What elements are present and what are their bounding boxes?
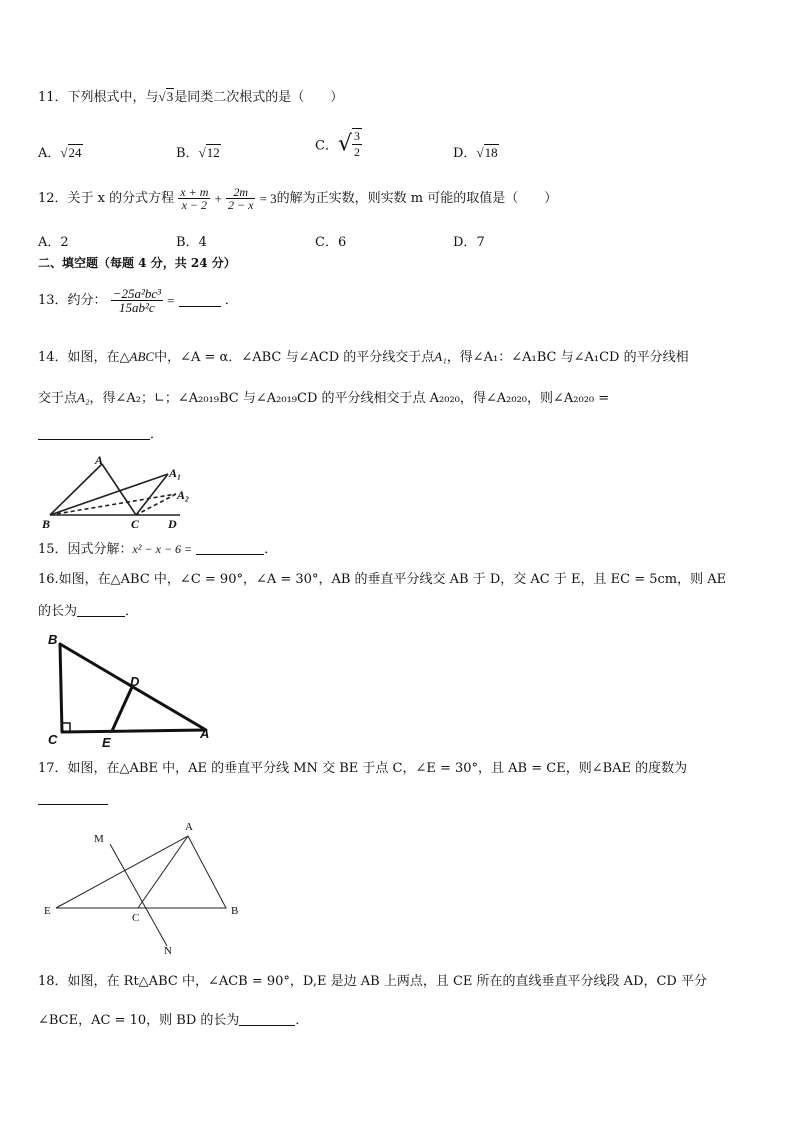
label-m: M [94, 833, 104, 845]
q17-line2 [38, 792, 108, 806]
label-c: C [48, 732, 58, 747]
q14-line3: ． [38, 427, 163, 441]
label-a: A [200, 726, 210, 741]
q11-option-d: D．√18 [453, 145, 498, 161]
q18-answer-blank[interactable] [239, 1013, 295, 1026]
label-d: D [130, 674, 140, 689]
q14-figure [38, 452, 198, 532]
q17-figure [40, 818, 250, 958]
q16-line2: 的长为 ． [38, 604, 139, 619]
q14-line2: 交于点A₂，得∠A₂；∟；∠A₂₀₁₉BC 与∠A₂₀₁₉CD 的平分线相交于点 A₂₀₂₀，得∠A₂₀₂₀，则∠A₂₀₂₀ = [38, 390, 610, 406]
q12-option-a: A．2 [38, 235, 69, 250]
q11-option-c: C．√ $\frac{3}{2}$ [315, 129, 360, 159]
q17-line1: 17．如图，在△ABE 中，AE 的垂直平分线 MN 交 BE 于点 C，∠E = 30°，且 AB = CE，则∠BAE 的度数为 [38, 761, 688, 776]
line-mn [110, 844, 167, 946]
label-c: C [131, 517, 140, 531]
q13-answer-blank[interactable] [179, 294, 221, 307]
q11-option-b: B．√12 [176, 145, 220, 161]
label-e: E [102, 735, 111, 750]
q14-line1: 14．如图，在△ABC中，∠A = α．∠ABC 与∠ACD 的平分线交于点A₁，得∠A₁：∠A₁BC 与∠A₁CD 的平分线相 [38, 349, 689, 365]
q18-line1: 18．如图，在 Rt△ABC 中，∠ACB = 90°，D,E 是边 AB 上两点，且 CE 所在的直线垂直平分线段 AD，CD 平分 [38, 974, 707, 989]
line-ac [102, 464, 136, 515]
label-e: E [44, 905, 51, 917]
q17-answer-blank[interactable] [38, 792, 108, 805]
q13-stem: 13．约分： $\frac{\text{−25a²bc³}}{\text{15ab²c}}$ = ． [38, 286, 238, 315]
q14-answer-blank[interactable] [38, 427, 150, 440]
q11-stem: 11．下列根式中，与√3是同类二次根式的是（ ） [38, 89, 344, 105]
section-heading: 二、填空题（每题 4 分，共 24 分） [38, 256, 236, 270]
line-ba1 [50, 474, 168, 515]
q12-stem: 12．关于 x 的分式方程 $\frac{x + m}{x - 2}$ + $\frac{2m}{2 - x}$ = 3的解为正实数，则实数 m 可能的取值是（ ） [38, 185, 558, 212]
line-ca [138, 836, 188, 908]
q16-line1: 16.如图，在△ABC 中，∠C = 90°，∠A = 30°，AB 的垂直平分线交 AB 于 D，交 AC 于 E，且 EC = 5cm，则 AE [38, 572, 727, 587]
label-b: B [231, 905, 239, 917]
q12-option-d: D．7 [453, 235, 485, 250]
label-a: A [95, 453, 104, 467]
label-b: B [42, 517, 51, 531]
q15-answer-blank[interactable] [196, 542, 264, 555]
q12-option-b: B．4 [176, 235, 207, 250]
q11-option-a: A．√24 [38, 145, 82, 161]
sqrt-3: √3 [158, 89, 174, 104]
q16-answer-blank[interactable] [77, 604, 125, 617]
q18-line2: ∠BCE，AC = 10，则 BD 的长为 ． [38, 1013, 309, 1028]
label-a1: A₁ [169, 466, 182, 480]
q16-figure [44, 630, 224, 750]
line-de [112, 687, 132, 731]
q15-stem: 15．因式分解：x² − x − 6 = ． [38, 542, 278, 557]
q12-option-c: C．6 [315, 235, 347, 250]
label-d: D [168, 517, 177, 531]
label-a: A [185, 821, 193, 833]
label-c: C [132, 912, 140, 924]
triangle-abe [56, 836, 226, 908]
label-a2: A₂ [177, 488, 190, 502]
label-b: B [48, 632, 58, 647]
label-n: N [164, 945, 172, 957]
